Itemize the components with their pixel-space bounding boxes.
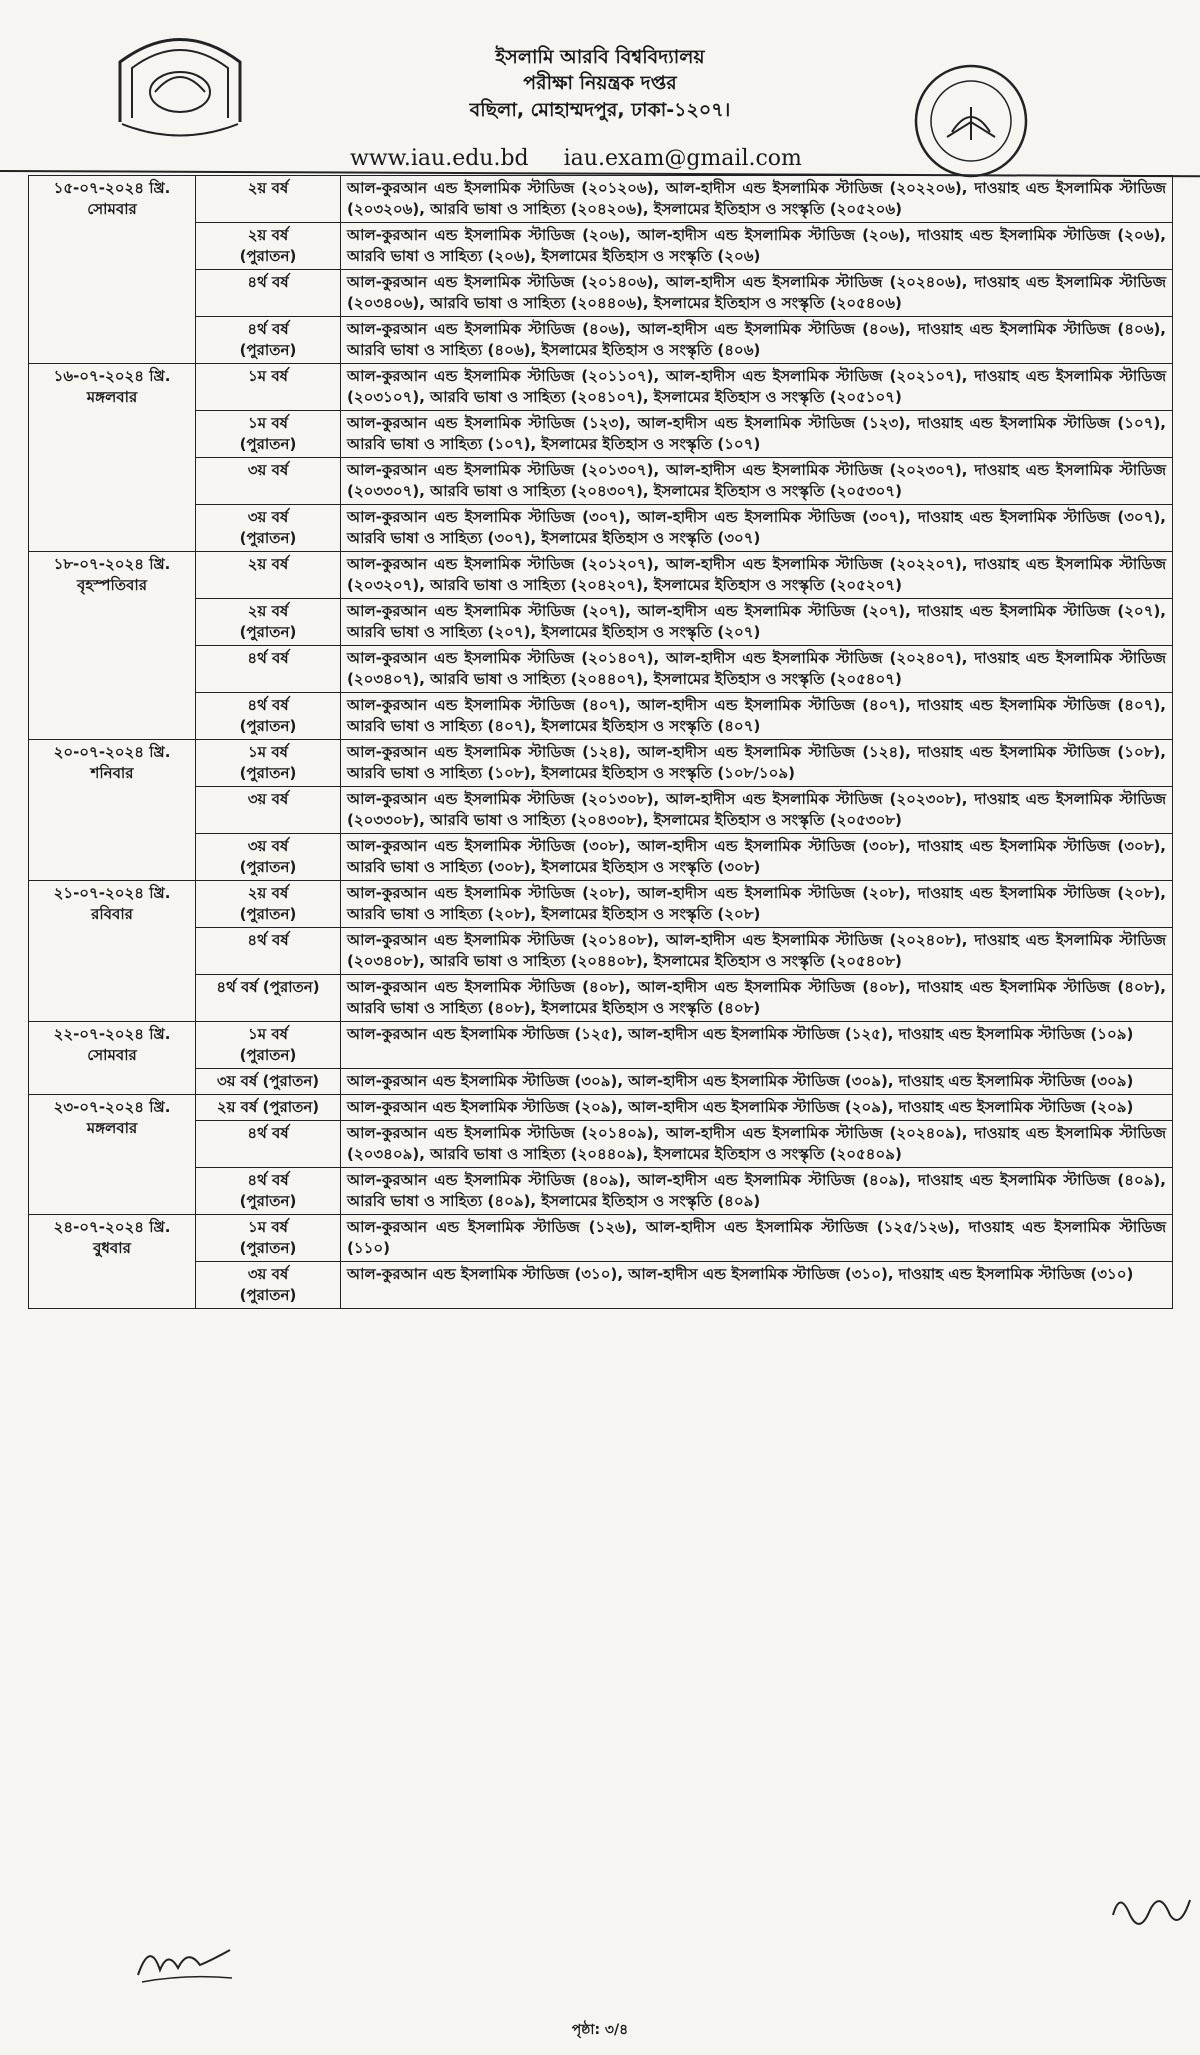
year-label: ১ম বর্ষ bbox=[248, 414, 288, 432]
table-row bbox=[29, 176, 1173, 223]
exam-weekday: বৃহস্পতিবার bbox=[77, 576, 147, 594]
subjects-cell: আল-কুরআন এন্ড ইসলামিক স্টাডিজ (৩১০), আল-হাদীস এন্ড ইসলামিক স্টাডিজ (৩১০), দাওয়াহ এন্ড ইসলামিক স্টাডিজ (৩১০) bbox=[341, 1262, 1173, 1309]
exam-schedule-table bbox=[28, 175, 1173, 1309]
year-note: (পুরাতন) bbox=[239, 623, 297, 641]
exam-date: ২১-০৭-২০২৪ খ্রি. bbox=[53, 884, 171, 902]
subjects-cell: আল-কুরআন এন্ড ইসলামিক স্টাডিজ (১২৫), আল-হাদীস এন্ড ইসলামিক স্টাডিজ (১২৫), দাওয়াহ এন্ড ইসলামিক স্টাডিজ (১০৯) bbox=[341, 1022, 1173, 1069]
year-label: ২য় বর্ষ bbox=[247, 555, 289, 573]
year-cell bbox=[196, 787, 341, 834]
year-cell bbox=[196, 552, 341, 599]
subjects-cell: আল-কুরআন এন্ড ইসলামিক স্টাডিজ (৩০৯), আল-হাদীস এন্ড ইসলামিক স্টাডিজ (৩০৯), দাওয়াহ এন্ড ইসলামিক স্টাডিজ (৩০৯) bbox=[341, 1069, 1173, 1095]
year-note: (পুরাতন) bbox=[239, 905, 297, 923]
year-cell bbox=[196, 176, 341, 223]
table-row bbox=[29, 270, 1173, 317]
year-note: (পুরাতন) bbox=[239, 1239, 297, 1257]
year-note: (পুরাতন) bbox=[239, 764, 297, 782]
website-link[interactable]: www.iau.edu.bd bbox=[350, 146, 529, 171]
exam-date-cell bbox=[29, 740, 196, 881]
year-label: ৩য় বর্ষ (পুরাতন) bbox=[216, 1072, 320, 1090]
year-label: ১ম বর্ষ bbox=[248, 743, 288, 761]
year-note: (পুরাতন) bbox=[239, 341, 297, 359]
exam-weekday: মঙ্গলবার bbox=[86, 1119, 138, 1137]
year-cell bbox=[196, 975, 341, 1022]
year-label: ৩য় বর্ষ bbox=[247, 1265, 289, 1283]
subjects-cell: আল-কুরআন এন্ড ইসলামিক স্টাডিজ (১২৬), আল-হাদীস এন্ড ইসলামিক স্টাডিজ (১২৫/১২৬), দাওয়াহ এন্ড ইসলামিক স্টাডিজ (১১০) bbox=[341, 1215, 1173, 1262]
subjects-cell: আল-কুরআন এন্ড ইসলামিক স্টাডিজ (৩০৭), আল-হাদীস এন্ড ইসলামিক স্টাডিজ (৩০৭), দাওয়াহ এন্ড ইসলামিক স্টাডিজ (৩০৭), আরবি ভাষা ও সাহিত্য (৩০৭), ইসলামের ইতিহাস ও সংস্কৃতি (৩০৭) bbox=[341, 505, 1173, 552]
exam-weekday: সোমবার bbox=[87, 200, 137, 218]
year-cell bbox=[196, 1215, 341, 1262]
table-row bbox=[29, 928, 1173, 975]
year-label: ২য় বর্ষ bbox=[247, 884, 289, 902]
table-row bbox=[29, 1168, 1173, 1215]
exam-date: ১৬-০৭-২০২৪ খ্রি. bbox=[53, 367, 171, 385]
subjects-cell: আল-কুরআন এন্ড ইসলামিক স্টাডিজ (২০১৪০৬), আল-হাদীস এন্ড ইসলামিক স্টাডিজ (২০২৪০৬), দাওয়াহ এন্ড ইসলামিক স্টাডিজ (২০৩৪০৬), আরবি ভাষা ও সাহিত্য (২০৪৪০৬), ইসলামের ইতিহাস ও সংস্কৃতি (২০৫৪০৬) bbox=[341, 270, 1173, 317]
year-label: ৪র্থ বর্ষ (পুরাতন) bbox=[216, 978, 320, 996]
year-cell bbox=[196, 1262, 341, 1309]
year-cell bbox=[196, 599, 341, 646]
year-label: ৪র্থ বর্ষ bbox=[247, 696, 289, 714]
subjects-cell: আল-কুরআন এন্ড ইসলামিক স্টাডিজ (২০১৩০৮), আল-হাদীস এন্ড ইসলামিক স্টাডিজ (২০২৩০৮), দাওয়াহ এন্ড ইসলামিক স্টাডিজ (২০৩৩০৮), আরবি ভাষা ও সাহিত্য (২০৪৩০৮), ইসলামের ইতিহাস ও সংস্কৃতি (২০৫৩০৮) bbox=[341, 787, 1173, 834]
subjects-cell: আল-কুরআন এন্ড ইসলামিক স্টাডিজ (২০৮), আল-হাদীস এন্ড ইসলামিক স্টাডিজ (২০৮), দাওয়াহ এন্ড ইসলামিক স্টাডিজ (২০৮), আরবি ভাষা ও সাহিত্য (২০৮), ইসলামের ইতিহাস ও সংস্কৃতি (২০৮) bbox=[341, 881, 1173, 928]
year-note: (পুরাতন) bbox=[239, 1046, 297, 1064]
exam-weekday: মঙ্গলবার bbox=[86, 388, 138, 406]
year-label: ৪র্থ বর্ষ bbox=[247, 320, 289, 338]
table-row bbox=[29, 881, 1173, 928]
subjects-cell: আল-কুরআন এন্ড ইসলামিক স্টাডিজ (২০১৩০৭), আল-হাদীস এন্ড ইসলামিক স্টাডিজ (২০২৩০৭), দাওয়াহ এন্ড ইসলামিক স্টাডিজ (২০৩৩০৭), আরবি ভাষা ও সাহিত্য (২০৪৩০৭), ইসলামের ইতিহাস ও সংস্কৃতি (২০৫৩০৭) bbox=[341, 458, 1173, 505]
signature-right-icon bbox=[1105, 1885, 1195, 1940]
year-label: ৪র্থ বর্ষ bbox=[247, 273, 289, 291]
subjects-cell: আল-কুরআন এন্ড ইসলামিক স্টাডিজ (৪০৬), আল-হাদীস এন্ড ইসলামিক স্টাডিজ (৪০৬), দাওয়াহ এন্ড ইসলামিক স্টাডিজ (৪০৬), আরবি ভাষা ও সাহিত্য (৪০৬), ইসলামের ইতিহাস ও সংস্কৃতি (৪০৬) bbox=[341, 317, 1173, 364]
table-row bbox=[29, 599, 1173, 646]
year-cell bbox=[196, 834, 341, 881]
exam-date-cell bbox=[29, 1095, 196, 1215]
exam-date-cell bbox=[29, 176, 196, 364]
table-row bbox=[29, 1069, 1173, 1095]
table-row bbox=[29, 834, 1173, 881]
exam-weekday: শনিবার bbox=[90, 764, 134, 782]
year-label: ১ম বর্ষ bbox=[248, 1025, 288, 1043]
table-row bbox=[29, 411, 1173, 458]
year-cell bbox=[196, 458, 341, 505]
year-cell bbox=[196, 693, 341, 740]
year-cell bbox=[196, 270, 341, 317]
exam-weekday: বুধবার bbox=[93, 1239, 131, 1257]
table-row bbox=[29, 505, 1173, 552]
subjects-cell: আল-কুরআন এন্ড ইসলামিক স্টাডিজ (২০১২০৬), আল-হাদীস এন্ড ইসলামিক স্টাডিজ (২০২২০৬), দাওয়াহ এন্ড ইসলামিক স্টাডিজ (২০৩২০৬), আরবি ভাষা ও সাহিত্য (২০৪২০৬), ইসলামের ইতিহাস ও সংস্কৃতি (২০৫২০৬) bbox=[341, 176, 1173, 223]
subjects-cell: আল-কুরআন এন্ড ইসলামিক স্টাডিজ (১২৩), আল-হাদীস এন্ড ইসলামিক স্টাডিজ (১২৩), দাওয়াহ এন্ড ইসলামিক স্টাডিজ (১০৭), আরবি ভাষা ও সাহিত্য (১০৭), ইসলামের ইতিহাস ও সংস্কৃতি (১০৭) bbox=[341, 411, 1173, 458]
exam-weekday: সোমবার bbox=[87, 1046, 137, 1064]
subjects-cell: আল-কুরআন এন্ড ইসলামিক স্টাডিজ (২০৯), আল-হাদীস এন্ড ইসলামিক স্টাডিজ (২০৯), দাওয়াহ এন্ড ইসলামিক স্টাডিজ (২০৯) bbox=[341, 1095, 1173, 1121]
year-note: (পুরাতন) bbox=[239, 435, 297, 453]
year-label: ৪র্থ বর্ষ bbox=[247, 1124, 289, 1142]
table-row bbox=[29, 458, 1173, 505]
year-label: ২য় বর্ষ (পুরাতন) bbox=[216, 1098, 320, 1116]
year-note: (পুরাতন) bbox=[239, 529, 297, 547]
year-cell bbox=[196, 881, 341, 928]
subjects-cell: আল-কুরআন এন্ড ইসলামিক স্টাডিজ (৪০৯), আল-হাদীস এন্ড ইসলামিক স্টাডিজ (৪০৯), দাওয়াহ এন্ড ইসলামিক স্টাডিজ (৪০৯), আরবি ভাষা ও সাহিত্য (৪০৯), ইসলামের ইতিহাস ও সংস্কৃতি (৪০৯) bbox=[341, 1168, 1173, 1215]
year-cell bbox=[196, 317, 341, 364]
year-label: ৩য় বর্ষ bbox=[247, 837, 289, 855]
table-row bbox=[29, 364, 1173, 411]
year-label: ৩য় বর্ষ bbox=[247, 790, 289, 808]
table-row bbox=[29, 552, 1173, 599]
exam-date: ২৪-০৭-২০২৪ খ্রি. bbox=[53, 1218, 171, 1236]
year-cell bbox=[196, 364, 341, 411]
subjects-cell: আল-কুরআন এন্ড ইসলামিক স্টাডিজ (২০১৪০৯), আল-হাদীস এন্ড ইসলামিক স্টাডিজ (২০২৪০৯), দাওয়াহ এন্ড ইসলামিক স্টাডিজ (২০৩৪০৯), আরবি ভাষা ও সাহিত্য (২০৪৪০৯), ইসলামের ইতিহাস ও সংস্কৃতি (২০৫৪০৯) bbox=[341, 1121, 1173, 1168]
exam-date: ২৩-০৭-২০২৪ খ্রি. bbox=[53, 1098, 171, 1116]
year-cell bbox=[196, 505, 341, 552]
exam-schedule-body bbox=[29, 176, 1173, 1309]
exam-date-cell bbox=[29, 1022, 196, 1095]
year-cell bbox=[196, 223, 341, 270]
table-row bbox=[29, 1262, 1173, 1309]
exam-date: ১৫-০৭-২০২৪ খ্রি. bbox=[53, 179, 171, 197]
subjects-cell: আল-কুরআন এন্ড ইসলামিক স্টাডিজ (২০১১০৭), আল-হাদীস এন্ড ইসলামিক স্টাডিজ (২০২১০৭), দাওয়াহ এন্ড ইসলামিক স্টাডিজ (২০৩১০৭), আরবি ভাষা ও সাহিত্য (২০৪১০৭), ইসলামের ইতিহাস ও সংস্কৃতি (২০৫১০৭) bbox=[341, 364, 1173, 411]
exam-date-cell bbox=[29, 364, 196, 552]
table-row bbox=[29, 646, 1173, 693]
exam-date: ২০-০৭-২০২৪ খ্রি. bbox=[53, 743, 171, 761]
year-cell bbox=[196, 1121, 341, 1168]
address: বছিলা, মোহাম্মদপুর, ঢাকা-১২০৭। bbox=[469, 99, 731, 121]
year-label: ৩য় বর্ষ bbox=[247, 461, 289, 479]
year-note: (পুরাতন) bbox=[239, 858, 297, 876]
email-link[interactable]: iau.exam@gmail.com bbox=[563, 146, 802, 171]
signature-left-icon bbox=[130, 1930, 240, 1990]
subjects-cell: আল-কুরআন এন্ড ইসলামিক স্টাডিজ (২০১২০৭), আল-হাদীস এন্ড ইসলামিক স্টাডিজ (২০২২০৭), দাওয়াহ এন্ড ইসলামিক স্টাডিজ (২০৩২০৭), আরবি ভাষা ও সাহিত্য (২০৪২০৭), ইসলামের ইতিহাস ও সংস্কৃতি (২০৫২০৭) bbox=[341, 552, 1173, 599]
year-label: ২য় বর্ষ bbox=[247, 602, 289, 620]
subjects-cell: আল-কুরআন এন্ড ইসলামিক স্টাডিজ (১২৪), আল-হাদীস এন্ড ইসলামিক স্টাডিজ (১২৪), দাওয়াহ এন্ড ইসলামিক স্টাডিজ (১০৮), আরবি ভাষা ও সাহিত্য (১০৮), ইসলামের ইতিহাস ও সংস্কৃতি (১০৮/১০৯) bbox=[341, 740, 1173, 787]
exam-date-cell bbox=[29, 1215, 196, 1309]
year-cell bbox=[196, 928, 341, 975]
year-note: (পুরাতন) bbox=[239, 247, 297, 265]
year-label: ৪র্থ বর্ষ bbox=[247, 1171, 289, 1189]
table-row bbox=[29, 1121, 1173, 1168]
exam-date-cell bbox=[29, 552, 196, 740]
exam-office-seal-icon bbox=[912, 62, 1030, 180]
exam-weekday: রবিবার bbox=[91, 905, 133, 923]
year-note: (পুরাতন) bbox=[239, 1286, 297, 1304]
header-text bbox=[300, 44, 900, 124]
table-row bbox=[29, 1095, 1173, 1121]
exam-date: ১৮-০৭-২০২৪ খ্রি. bbox=[53, 555, 171, 573]
subjects-cell: আল-কুরআন এন্ড ইসলামিক স্টাডিজ (৩০৮), আল-হাদীস এন্ড ইসলামিক স্টাডিজ (৩০৮), দাওয়াহ এন্ড ইসলামিক স্টাডিজ (৩০৮), আরবি ভাষা ও সাহিত্য (৩০৮), ইসলামের ইতিহাস ও সংস্কৃতি (৩০৮) bbox=[341, 834, 1173, 881]
year-label: ১ম বর্ষ bbox=[248, 367, 288, 385]
exam-date-cell bbox=[29, 881, 196, 1022]
table-row bbox=[29, 787, 1173, 834]
year-label: ৪র্থ বর্ষ bbox=[247, 931, 289, 949]
year-cell bbox=[196, 1095, 341, 1121]
table-row bbox=[29, 740, 1173, 787]
year-label: ৩য় বর্ষ bbox=[247, 508, 289, 526]
subjects-cell: আল-কুরআন এন্ড ইসলামিক স্টাডিজ (৪০৭), আল-হাদীস এন্ড ইসলামিক স্টাডিজ (৪০৭), দাওয়াহ এন্ড ইসলামিক স্টাডিজ (৪০৭), আরবি ভাষা ও সাহিত্য (৪০৭), ইসলামের ইতিহাস ও সংস্কৃতি (৪০৭) bbox=[341, 693, 1173, 740]
year-label: ১ম বর্ষ bbox=[248, 1218, 288, 1236]
table-row bbox=[29, 223, 1173, 270]
year-cell bbox=[196, 1022, 341, 1069]
subjects-cell: আল-কুরআন এন্ড ইসলামিক স্টাডিজ (২০৭), আল-হাদীস এন্ড ইসলামিক স্টাডিজ (২০৭), দাওয়াহ এন্ড ইসলামিক স্টাডিজ (২০৭), আরবি ভাষা ও সাহিত্য (২০৭), ইসলামের ইতিহাস ও সংস্কৃতি (২০৭) bbox=[341, 599, 1173, 646]
table-row bbox=[29, 975, 1173, 1022]
subjects-cell: আল-কুরআন এন্ড ইসলামিক স্টাডিজ (২০১৪০৮), আল-হাদীস এন্ড ইসলামিক স্টাডিজ (২০২৪০৮), দাওয়াহ এন্ড ইসলামিক স্টাডিজ (২০৩৪০৮), আরবি ভাষা ও সাহিত্য (২০৪৪০৮), ইসলামের ইতিহাস ও সংস্কৃতি (২০৫৪০৮) bbox=[341, 928, 1173, 975]
university-name: ইসলামি আরবি বিশ্ববিদ্যালয় bbox=[495, 46, 705, 68]
subjects-cell: আল-কুরআন এন্ড ইসলামিক স্টাডিজ (৪০৮), আল-হাদীস এন্ড ইসলামিক স্টাডিজ (৪০৮), দাওয়াহ এন্ড ইসলামিক স্টাডিজ (৪০৮), আরবি ভাষা ও সাহিত্য (৪০৮), ইসলামের ইতিহাস ও সংস্কৃতি (৪০৮) bbox=[341, 975, 1173, 1022]
year-label: ২য় বর্ষ bbox=[247, 226, 289, 244]
table-row bbox=[29, 317, 1173, 364]
year-cell bbox=[196, 1069, 341, 1095]
year-cell bbox=[196, 740, 341, 787]
year-cell bbox=[196, 411, 341, 458]
year-cell bbox=[196, 1168, 341, 1215]
page-number: পৃষ্ঠা: ৩/৪ bbox=[571, 2022, 629, 2038]
year-note: (পুরাতন) bbox=[239, 717, 297, 735]
exam-date: ২২-০৭-২০২৪ খ্রি. bbox=[53, 1025, 171, 1043]
year-label: ৪র্থ বর্ষ bbox=[247, 649, 289, 667]
subjects-cell: আল-কুরআন এন্ড ইসলামিক স্টাডিজ (২০৬), আল-হাদীস এন্ড ইসলামিক স্টাডিজ (২০৬), দাওয়াহ এন্ড ইসলামিক স্টাডিজ (২০৬), আরবি ভাষা ও সাহিত্য (২০৬), ইসলামের ইতিহাস ও সংস্কৃতি (২০৬) bbox=[341, 223, 1173, 270]
university-logo-icon bbox=[100, 22, 260, 142]
year-label: ২য় বর্ষ bbox=[247, 179, 289, 197]
contact-line bbox=[350, 146, 830, 171]
office-name: পরীক্ষা নিয়ন্ত্রক দপ্তর bbox=[523, 72, 677, 94]
year-note: (পুরাতন) bbox=[239, 1192, 297, 1210]
year-cell bbox=[196, 646, 341, 693]
document-header bbox=[0, 0, 1200, 175]
table-row bbox=[29, 1022, 1173, 1069]
table-row bbox=[29, 693, 1173, 740]
table-row bbox=[29, 1215, 1173, 1262]
subjects-cell: আল-কুরআন এন্ড ইসলামিক স্টাডিজ (২০১৪০৭), আল-হাদীস এন্ড ইসলামিক স্টাডিজ (২০২৪০৭), দাওয়াহ এন্ড ইসলামিক স্টাডিজ (২০৩৪০৭), আরবি ভাষা ও সাহিত্য (২০৪৪০৭), ইসলামের ইতিহাস ও সংস্কৃতি (২০৫৪০৭) bbox=[341, 646, 1173, 693]
